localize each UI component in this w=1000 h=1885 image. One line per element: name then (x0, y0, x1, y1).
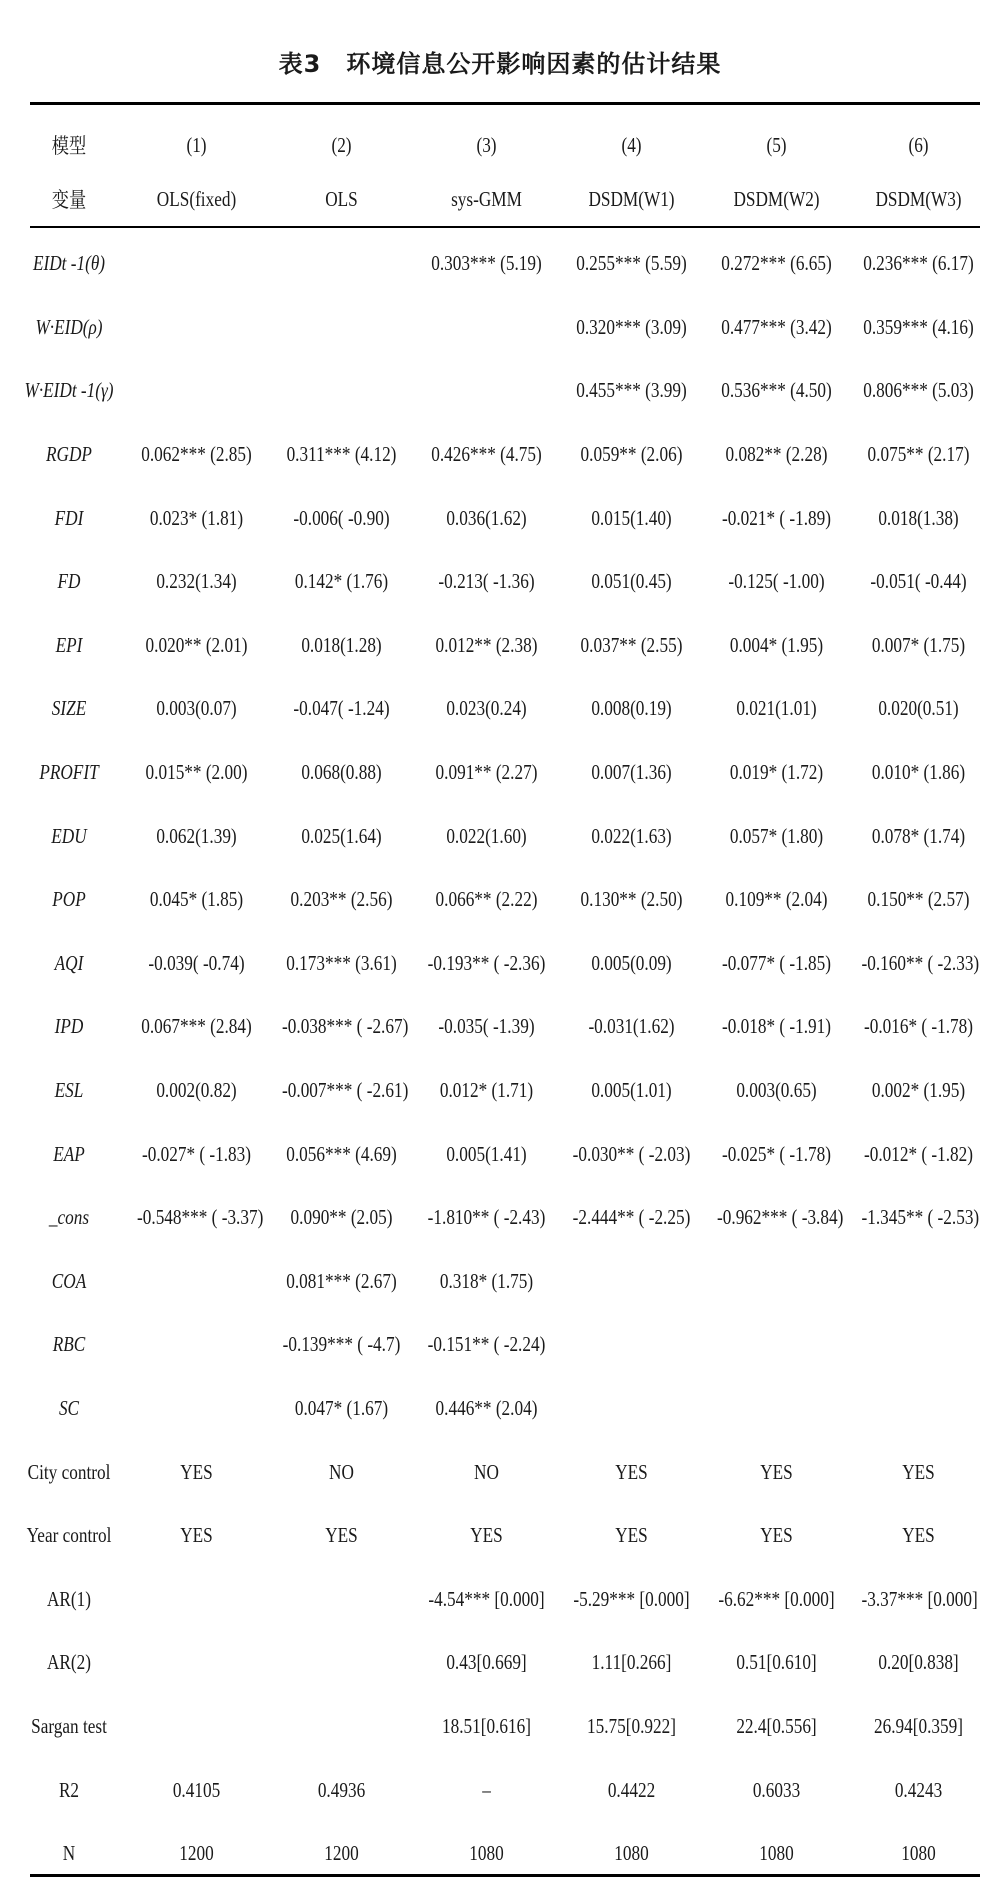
table-cell (137, 1695, 256, 1759)
table-row (14, 1504, 988, 1568)
variable-label: Sargan test (31, 1713, 107, 1738)
table-cell (137, 1631, 256, 1695)
table-row (14, 1758, 988, 1822)
table-cell: YES (760, 1523, 793, 1548)
table-cell: 0.018(1.28) (301, 632, 382, 657)
table-cell (717, 1250, 836, 1314)
table-cell: -0.962*** ( -3.84) (717, 1205, 844, 1230)
table-cell: -0.039( -0.74) (148, 950, 245, 975)
table-cell: 0.109** (2.04) (725, 887, 828, 912)
header-cell: (1) (186, 132, 207, 157)
header-cell: 模型 (51, 134, 87, 158)
table-cell: 0.021(1.01) (736, 696, 817, 721)
table-cell: YES (180, 1459, 213, 1484)
table-cell: -0.006( -0.90) (293, 505, 390, 530)
table-cell: YES (180, 1523, 213, 1548)
table-cell: 0.6033 (752, 1777, 801, 1802)
table-cell: 0.075** (2.17) (867, 442, 970, 467)
table-cell: 0.002* (1.95) (871, 1078, 966, 1103)
table-cell: 0.022(1.63) (591, 823, 672, 848)
table-cell: 0.43[0.669] (446, 1650, 527, 1675)
table-row (14, 1822, 988, 1885)
table-cell: 0.015(1.40) (591, 505, 672, 530)
table-cell (137, 1250, 256, 1314)
table-cell: -0.031(1.62) (588, 1014, 675, 1039)
table-cell (862, 1250, 976, 1314)
table-cell: -0.025* ( -1.78) (721, 1141, 832, 1166)
table-cell: 0.062*** (2.85) (141, 442, 252, 467)
variable-label: City control (27, 1459, 111, 1484)
table-cell (137, 1377, 256, 1441)
table-cell: 0.255*** (5.59) (576, 251, 687, 276)
table-cell: 0.002(0.82) (156, 1078, 237, 1103)
table-cell: 0.082** (2.28) (725, 442, 828, 467)
table-row (14, 1631, 988, 1695)
table-cell (282, 1567, 401, 1631)
table-cell: 0.320*** (3.09) (576, 314, 687, 339)
table-cell: 0.426*** (4.75) (431, 442, 542, 467)
table-cell: 0.045* (1.85) (149, 887, 244, 912)
header-cell: DSDM(W2) (733, 186, 820, 211)
table-cell (137, 1313, 256, 1377)
header-cell: (6) (908, 132, 929, 157)
table-cell: YES (615, 1523, 648, 1548)
table-cell (572, 1313, 691, 1377)
table-cell: 0.303*** (5.19) (431, 251, 542, 276)
table-cell: NO (474, 1459, 499, 1484)
table-cell: 0.020(0.51) (878, 696, 959, 721)
table-cell: -0.213( -1.36) (438, 569, 535, 594)
table-cell: 0.142* (1.76) (294, 569, 389, 594)
table-cell: YES (902, 1459, 935, 1484)
table-cell: -0.051( -0.44) (870, 569, 967, 594)
table-row (14, 1313, 988, 1377)
table-row (14, 804, 988, 868)
header-cell: 变量 (51, 188, 87, 212)
table-cell: – (482, 1777, 491, 1802)
table-cell: 0.806*** (5.03) (863, 378, 974, 403)
table-cell: YES (615, 1459, 648, 1484)
table-cell: 0.446** (2.04) (435, 1395, 538, 1420)
table-cell (137, 1567, 256, 1631)
table-cell: 0.067*** (2.84) (141, 1014, 252, 1039)
table-row (14, 741, 988, 805)
table-cell: 0.019* (1.72) (729, 760, 824, 785)
table-row (14, 995, 988, 1059)
table-cell: -1.810** ( -2.43) (427, 1205, 546, 1230)
variable-label: SIZE (51, 696, 87, 721)
table-cell: 0.004* (1.95) (729, 632, 824, 657)
table-cell: 0.023(0.24) (446, 696, 527, 721)
variable-label: POP (52, 887, 86, 912)
table-row (14, 232, 988, 296)
table-cell: 1080 (901, 1841, 936, 1866)
table-cell: -0.548*** ( -3.37) (137, 1205, 264, 1230)
table-cell: 0.012* (1.71) (439, 1078, 534, 1103)
table-cell: 0.037** (2.55) (580, 632, 683, 657)
variable-label: _cons (48, 1205, 90, 1230)
table-cell: 0.359*** (4.16) (863, 314, 974, 339)
table-cell: 0.012** (2.38) (435, 632, 538, 657)
table-cell: 0.007* (1.75) (871, 632, 966, 657)
table-cell: 0.150** (2.57) (867, 887, 970, 912)
table-row (14, 1250, 988, 1314)
table-cell: -5.29*** [0.000] (573, 1586, 690, 1611)
table-row (14, 296, 988, 360)
table-cell: -6.62*** [0.000] (718, 1586, 835, 1611)
table-cell: 0.081*** (2.67) (286, 1268, 397, 1293)
table-cell: 0.130** (2.50) (580, 887, 683, 912)
top-rule (30, 102, 980, 105)
variable-label: N (62, 1841, 76, 1866)
table-cell: -0.151** ( -2.24) (427, 1332, 546, 1357)
table-cell (137, 296, 256, 360)
table-cell: 1080 (469, 1841, 504, 1866)
variable-label: RBC (52, 1332, 86, 1357)
table-cell: -0.007*** ( -2.61) (282, 1078, 409, 1103)
table-cell: 0.20[0.838] (878, 1650, 959, 1675)
table-row (14, 1059, 988, 1123)
table-cell: -0.030** ( -2.03) (572, 1141, 691, 1166)
variable-label: R2 (58, 1777, 80, 1802)
table-cell: 0.007(1.36) (591, 760, 672, 785)
table-cell: 0.318* (1.75) (439, 1268, 534, 1293)
table-cell: 0.173*** (3.61) (286, 950, 397, 975)
table-cell: 0.311*** (4.12) (286, 442, 397, 467)
variable-label: IPD (54, 1014, 84, 1039)
table-cell: 0.536*** (4.50) (721, 378, 832, 403)
table-cell: YES (902, 1523, 935, 1548)
table-cell: 0.051(0.45) (591, 569, 672, 594)
header-cell: (5) (766, 132, 787, 157)
table-cell: -0.193** ( -2.36) (427, 950, 546, 975)
table-header (14, 118, 988, 226)
table-row (14, 932, 988, 996)
table-cell: 18.51[0.616] (442, 1713, 531, 1738)
variable-label: W·EID(ρ) (35, 314, 103, 339)
table-cell: NO (329, 1459, 354, 1484)
table-cell: 0.020** (2.01) (145, 632, 248, 657)
header-cell: sys-GMM (451, 186, 522, 211)
table-cell: 1200 (324, 1841, 359, 1866)
table-cell: 0.005(1.41) (446, 1141, 527, 1166)
table-row (14, 614, 988, 678)
table-cell: YES (470, 1523, 503, 1548)
variable-label: EAP (53, 1141, 85, 1166)
table-cell: 0.018(1.38) (878, 505, 959, 530)
variable-label: AR(1) (46, 1586, 91, 1611)
header-row-method (14, 172, 988, 226)
header-cell: OLS(fixed) (156, 186, 237, 211)
table-cell: 26.94[0.359] (874, 1713, 963, 1738)
table-cell: -2.444** ( -2.25) (572, 1205, 691, 1230)
variable-label: W·EIDt -1(γ) (24, 378, 114, 403)
table-cell: 0.036(1.62) (446, 505, 527, 530)
table-cell: 0.51[0.610] (736, 1650, 817, 1675)
table-cell (282, 1695, 401, 1759)
table-cell: -0.139*** ( -4.7) (282, 1332, 401, 1357)
table-cell: -0.077* ( -1.85) (721, 950, 832, 975)
table-cell: -4.54*** [0.000] (428, 1586, 545, 1611)
table-cell: 0.078* (1.74) (871, 823, 966, 848)
table-body (14, 232, 988, 1885)
table-cell: -0.016* ( -1.78) (863, 1014, 974, 1039)
variable-label: AR(2) (46, 1650, 91, 1675)
table-cell: 1080 (614, 1841, 649, 1866)
table-cell: 0.008(0.19) (591, 696, 672, 721)
table-row (14, 1567, 988, 1631)
table-cell (862, 1377, 976, 1441)
table-cell: 1080 (759, 1841, 794, 1866)
table-cell (282, 296, 401, 360)
table-cell: -0.038*** ( -2.67) (282, 1014, 409, 1039)
table-cell: 0.057* (1.80) (729, 823, 824, 848)
variable-label: ESL (54, 1078, 84, 1103)
variable-label: RGDP (46, 442, 92, 467)
table-cell: 0.272*** (6.65) (721, 251, 832, 276)
table-cell: -0.125( -1.00) (728, 569, 825, 594)
table-cell: 0.091** (2.27) (435, 760, 538, 785)
table-cell: 0.066** (2.22) (435, 887, 538, 912)
table-cell: -3.37*** [0.000] (861, 1586, 978, 1611)
table-cell: 0.232(1.34) (156, 569, 237, 594)
table-cell: -0.047( -1.24) (293, 696, 390, 721)
header-cell: (2) (331, 132, 352, 157)
table-row (14, 868, 988, 932)
table-cell: 0.003(0.65) (736, 1078, 817, 1103)
table-cell: 1200 (179, 1841, 214, 1866)
table-cell: 0.4422 (607, 1777, 656, 1802)
table-cell: 22.4[0.556] (736, 1713, 817, 1738)
table-cell: -0.027* ( -1.83) (141, 1141, 252, 1166)
header-cell: (3) (476, 132, 497, 157)
table-row (14, 677, 988, 741)
table-cell: YES (760, 1459, 793, 1484)
table-cell (427, 296, 546, 360)
table-cell (717, 1377, 836, 1441)
variable-label: FDI (54, 505, 84, 530)
variable-label: EIDt -1(θ) (32, 251, 106, 276)
table-cell (427, 359, 546, 423)
table-cell: 0.047* (1.67) (294, 1395, 389, 1420)
table-cell (572, 1377, 691, 1441)
table-cell: -0.021* ( -1.89) (721, 505, 832, 530)
table-cell (282, 1631, 401, 1695)
table-row (14, 486, 988, 550)
variable-label: EDU (51, 823, 87, 848)
table-cell: 0.4936 (317, 1777, 366, 1802)
table-row (14, 1695, 988, 1759)
table-cell: 0.090** (2.05) (290, 1205, 393, 1230)
table-cell: -0.018* ( -1.91) (721, 1014, 832, 1039)
table-cell (717, 1313, 836, 1377)
table-row (14, 550, 988, 614)
table-row (14, 1186, 988, 1250)
table-cell: 0.068(0.88) (301, 760, 382, 785)
table-row (14, 1377, 988, 1441)
table-cell: 0.4105 (172, 1777, 221, 1802)
table-cell: 0.455*** (3.99) (576, 378, 687, 403)
table-cell: -0.160** ( -2.33) (861, 950, 980, 975)
table-cell: 0.015** (2.00) (145, 760, 248, 785)
table-cell: -1.345** ( -2.53) (861, 1205, 980, 1230)
table-cell: 0.023* (1.81) (149, 505, 244, 530)
table-cell (282, 232, 401, 296)
table-cell (137, 232, 256, 296)
table-cell: 0.022(1.60) (446, 823, 527, 848)
table-row (14, 1440, 988, 1504)
header-rule (30, 226, 980, 228)
variable-label: SC (58, 1395, 80, 1420)
table-cell: YES (325, 1523, 358, 1548)
table-cell: 0.236*** (6.17) (863, 251, 974, 276)
table-cell: 0.059** (2.06) (580, 442, 683, 467)
variable-label: COA (51, 1268, 87, 1293)
table-row (14, 359, 988, 423)
variable-label: AQI (54, 950, 84, 975)
table-cell: 0.005(1.01) (591, 1078, 672, 1103)
table-cell: -0.012* ( -1.82) (863, 1141, 974, 1166)
table-cell: 0.003(0.07) (156, 696, 237, 721)
table-row (14, 423, 988, 487)
variable-label: FD (57, 569, 81, 594)
table-cell: 0.005(0.09) (591, 950, 672, 975)
table-cell (862, 1313, 976, 1377)
table-cell: 0.056*** (4.69) (286, 1141, 397, 1166)
header-cell: (4) (621, 132, 642, 157)
table-cell: -0.035( -1.39) (438, 1014, 535, 1039)
header-row-model (14, 118, 988, 172)
table-cell: 0.477*** (3.42) (721, 314, 832, 339)
table-cell: 0.010* (1.86) (871, 760, 966, 785)
header-cell: DSDM(W3) (875, 186, 962, 211)
header-cell: DSDM(W1) (588, 186, 675, 211)
table-cell (137, 359, 256, 423)
table-title: 表3 环境信息公开影响因素的估计结果 (278, 50, 722, 78)
table-row (14, 1122, 988, 1186)
table-cell: 1.11[0.266] (591, 1650, 672, 1675)
variable-label: EPI (55, 632, 83, 657)
table-cell (572, 1250, 691, 1314)
variable-label: PROFIT (39, 760, 99, 785)
variable-label: Year control (26, 1523, 112, 1548)
table-cell: 0.4243 (894, 1777, 943, 1802)
table-cell: 0.203** (2.56) (290, 887, 393, 912)
header-cell: OLS (325, 186, 358, 211)
table-cell (282, 359, 401, 423)
table-cell: 0.025(1.64) (301, 823, 382, 848)
table-cell: 15.75[0.922] (587, 1713, 676, 1738)
table-cell: 0.062(1.39) (156, 823, 237, 848)
